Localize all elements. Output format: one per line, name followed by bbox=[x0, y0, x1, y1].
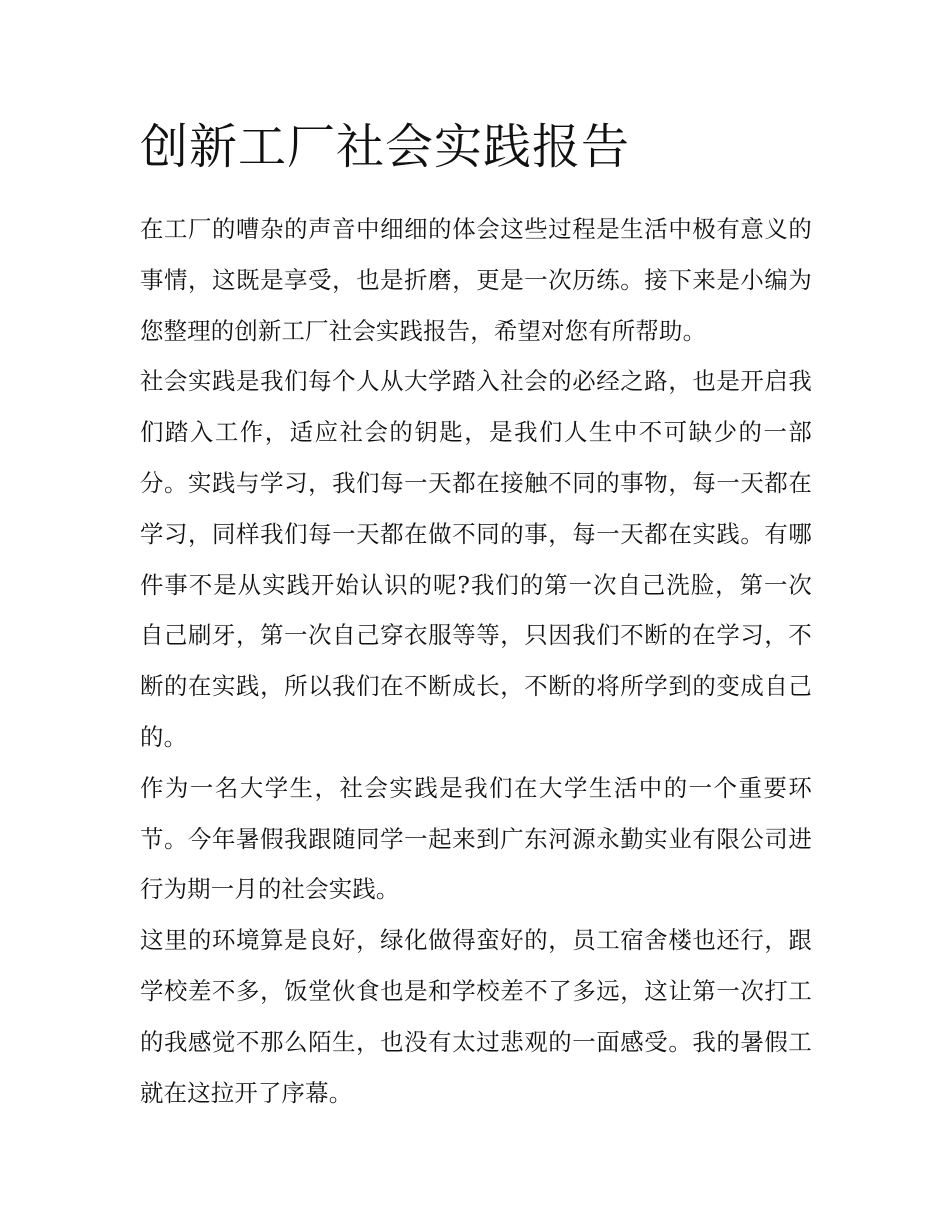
paragraph-college-student: 作为一名大学生，社会实践是我们在大学生活中的一个重要环节。今年暑假我跟随同学一起来到广东河源永勤实业有限公司进行为期一月的社会实践。 bbox=[140, 773, 812, 904]
document-page bbox=[140, 112, 812, 1118]
paragraph-social-practice: 社会实践是我们每个人从大学踏入社会的必经之路，也是开启我们踏入工作，适应社会的钥匙，是我们人生中不可缺少的一部分。实践与学习，我们每一天都在接触不同的事物，每一天都在学习，同样我们每一天都在做不同的事，每一天都在实践。有哪件事不是从实践开始认识的呢?我们的第一次自己洗脸，第一次自己刷牙，第一次自己穿衣服等等，只因我们不断的在学习，不断的在实践，所以我们在不断成长，不断的将所学到的变成自己的。 bbox=[140, 367, 812, 751]
document-body bbox=[140, 204, 812, 1118]
paragraph-environment: 这里的环境算是良好，绿化做得蛮好的，员工宿舍楼也还行，跟学校差不多，饭堂伙食也是和学校差不了多远，这让第一次打工的我感觉不那么陌生，也没有太过悲观的一面感受。我的暑假工就在这拉开了序幕。 bbox=[140, 926, 812, 1107]
document-title: 创新工厂社会实践报告 bbox=[140, 119, 631, 175]
paragraph-intro: 在工厂的嘈杂的声音中细细的体会这些过程是生活中极有意义的事情，这既是享受，也是折磨，更是一次历练。接下来是小编为您整理的创新工厂社会实践报告，希望对您有所帮助。 bbox=[140, 215, 812, 345]
